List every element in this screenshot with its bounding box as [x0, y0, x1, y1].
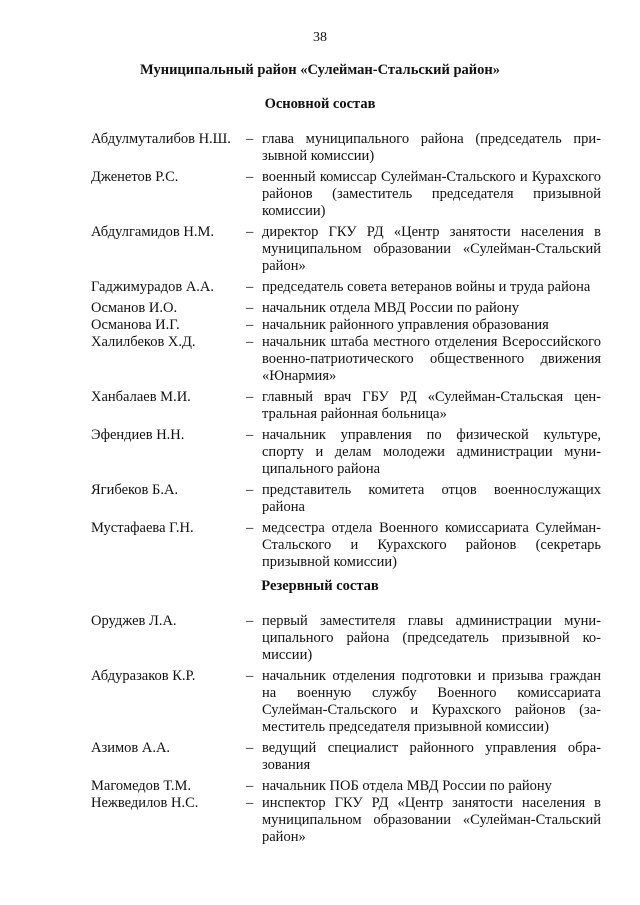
main-composition-list	[91, 131, 601, 582]
member-role: медсестра отдела Военного комиссариата Сулейман-Стальского и Курахского районов (секретарь призывной комиссии)	[262, 520, 601, 570]
member-name: Османова И.Г.	[91, 317, 180, 333]
member-name: Абдулгамидов Н.М.	[91, 224, 215, 240]
member-role: начальник районного управления образования	[262, 317, 549, 333]
member-name: Ханбалаев М.И.	[91, 389, 191, 405]
member-role: начальник штаба местного отделения Всероссийского военно-патриотического общественного движения «Юнармия»	[262, 334, 601, 384]
dash-separator: –	[246, 778, 254, 794]
member-role: ведущий специалист районного управления образования	[262, 740, 601, 773]
member-name: Халилбеков Х.Д.	[91, 334, 196, 350]
dash-separator: –	[246, 169, 254, 185]
member-name: Османов И.О.	[91, 300, 178, 316]
member-role: начальник отдела МВД России по району	[262, 300, 520, 316]
member-name: Абдуразаков К.Р.	[91, 668, 196, 684]
member-row	[91, 613, 601, 664]
dash-separator: –	[246, 131, 254, 147]
reserve-composition-heading: Резервный состав	[261, 578, 379, 594]
dash-separator: –	[246, 300, 254, 316]
member-role: глава муниципального района (председатель призывной комиссии)	[262, 131, 601, 164]
reserve-composition-list	[91, 613, 601, 850]
dash-separator: –	[246, 279, 254, 295]
member-row	[91, 389, 601, 423]
dash-separator: –	[246, 317, 254, 333]
member-row	[91, 334, 601, 385]
dash-separator: –	[246, 520, 254, 536]
dash-separator: –	[246, 482, 254, 498]
member-row	[91, 131, 601, 165]
member-name: Дженетов Р.С.	[91, 169, 179, 185]
member-role: начальник управления по физической культуре, спорту и делам молодежи администрации муниципального района	[262, 427, 601, 477]
member-row	[91, 317, 601, 334]
member-name: Абдулмуталибов Н.Ш.	[91, 131, 231, 147]
member-row	[91, 169, 601, 220]
dash-separator: –	[246, 334, 254, 350]
member-row	[91, 427, 601, 478]
member-role: начальник ПОБ отдела МВД России по району	[262, 778, 552, 794]
dash-separator: –	[246, 427, 254, 443]
member-name: Азимов А.А.	[91, 740, 171, 756]
member-name: Нежведилов Н.С.	[91, 795, 199, 811]
member-row	[91, 520, 601, 571]
member-row	[91, 279, 601, 296]
member-row	[91, 300, 601, 317]
member-role: председатель совета ветеранов войны и труда района	[262, 279, 591, 295]
member-name: Мустафаева Г.Н.	[91, 520, 194, 536]
member-row	[91, 795, 601, 846]
member-role: главный врач ГБУ РД «Сулейман-Стальская центральная районная больница»	[262, 389, 601, 422]
page-number: 38	[313, 30, 327, 45]
member-row	[91, 778, 601, 795]
member-role: первый заместителя главы администрации муниципального района (председатель призывной комиссии)	[262, 613, 601, 663]
member-name: Магомедов Т.М.	[91, 778, 191, 794]
member-name: Ягибеков Б.А.	[91, 482, 179, 498]
member-role: директор ГКУ РД «Центр занятости населения в муниципальном образовании «Сулейман-Стальский район»	[262, 224, 601, 274]
member-name: Оруджев Л.А.	[91, 613, 177, 629]
member-row	[91, 668, 601, 736]
main-composition-heading: Основной состав	[264, 96, 376, 112]
member-row	[91, 482, 601, 516]
member-name: Эфендиев Н.Н.	[91, 427, 185, 443]
dash-separator: –	[246, 389, 254, 405]
dash-separator: –	[246, 668, 254, 684]
member-row	[91, 224, 601, 275]
member-row	[91, 740, 601, 774]
dash-separator: –	[246, 613, 254, 629]
member-role: инспектор ГКУ РД «Центр занятости населения в муниципальном образовании «Сулейман-Стальский район»	[262, 795, 601, 845]
dash-separator: –	[246, 740, 254, 756]
member-role: военный комиссар Сулейман-Стальского и Курахского районов (заместитель председателя призывной комиссии)	[262, 169, 601, 219]
member-name: Гаджимурадов А.А.	[91, 279, 215, 295]
member-role: начальник отделения подготовки и призыва граждан на военную службу Военного комиссариата Сулейман-Стальского и Курахского районов (заместитель председателя призывной комиссии)	[262, 668, 601, 735]
dash-separator: –	[246, 795, 254, 811]
dash-separator: –	[246, 224, 254, 240]
district-title: Муниципальный район «Сулейман-Стальский район»	[139, 62, 501, 78]
member-role: представитель комитета отцов военнослужащих района	[262, 482, 601, 515]
